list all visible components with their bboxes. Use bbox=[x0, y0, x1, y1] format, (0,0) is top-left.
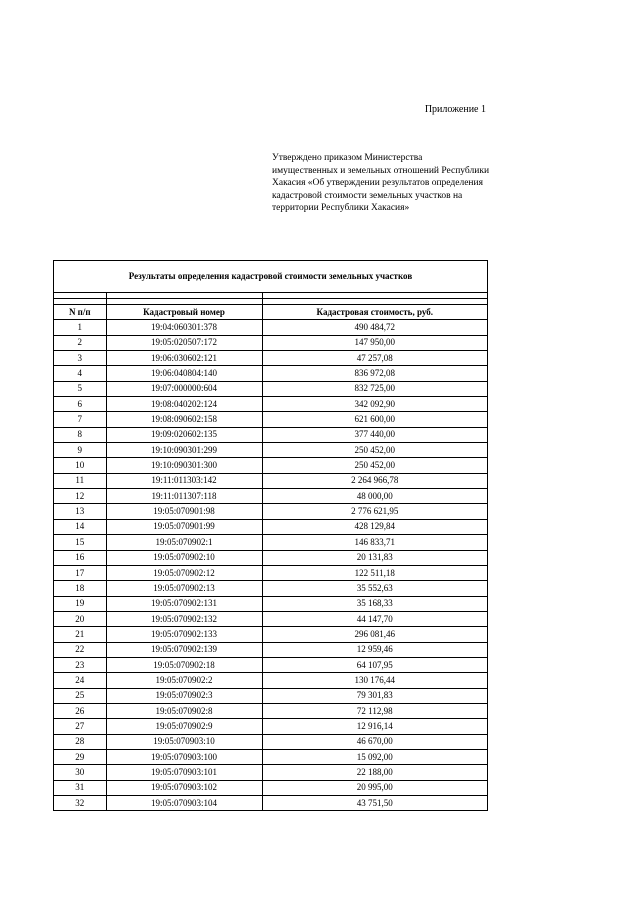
cadastral-value-table-frame bbox=[53, 260, 488, 811]
row-number: 9 bbox=[54, 443, 106, 458]
table-row bbox=[54, 581, 487, 596]
cadastral-number: 19:05:070903:100 bbox=[106, 749, 262, 764]
table-row bbox=[54, 427, 487, 442]
cadastral-value: 12 959,46 bbox=[262, 642, 487, 657]
cadastral-value: 130 176,44 bbox=[262, 673, 487, 688]
cadastral-value: 48 000,00 bbox=[262, 489, 487, 504]
table-row bbox=[54, 796, 487, 811]
cadastral-number: 19:05:070902:8 bbox=[106, 703, 262, 718]
cadastral-value: 428 129,84 bbox=[262, 519, 487, 534]
appendix-label: Приложение 1 bbox=[424, 104, 486, 115]
row-number: 29 bbox=[54, 749, 106, 764]
row-number: 12 bbox=[54, 489, 106, 504]
cadastral-value: 836 972,08 bbox=[262, 366, 487, 381]
column-header-cadastral-value: Кадастровая стоимость, руб. bbox=[262, 305, 487, 320]
cadastral-value: 43 751,50 bbox=[262, 796, 487, 811]
cadastral-value: 2 264 966,78 bbox=[262, 473, 487, 488]
row-number: 10 bbox=[54, 458, 106, 473]
table-row bbox=[54, 519, 487, 534]
row-number: 1 bbox=[54, 320, 106, 335]
table-row bbox=[54, 473, 487, 488]
row-number: 23 bbox=[54, 657, 106, 672]
row-number: 22 bbox=[54, 642, 106, 657]
cadastral-value: 35 552,63 bbox=[262, 581, 487, 596]
row-number: 13 bbox=[54, 504, 106, 519]
cadastral-number: 19:10:090301:300 bbox=[106, 458, 262, 473]
table-row bbox=[54, 780, 487, 795]
row-number: 11 bbox=[54, 473, 106, 488]
cadastral-value: 296 081,46 bbox=[262, 627, 487, 642]
cadastral-value: 12 916,14 bbox=[262, 719, 487, 734]
cadastral-value: 79 301,83 bbox=[262, 688, 487, 703]
approval-note: Утверждено приказом Министерства имущественных и земельных отношений Республики Хакасия «Об утверждении результатов определения кадастровой стоимости земельных участков на территории Республики Хакасия» bbox=[272, 153, 490, 213]
cadastral-number: 19:05:070902:2 bbox=[106, 673, 262, 688]
cadastral-number: 19:09:020602:135 bbox=[106, 427, 262, 442]
cadastral-number: 19:04:060301:378 bbox=[106, 320, 262, 335]
table-row bbox=[54, 734, 487, 749]
row-number: 32 bbox=[54, 796, 106, 811]
row-number: 27 bbox=[54, 719, 106, 734]
table-row bbox=[54, 688, 487, 703]
row-number: 20 bbox=[54, 611, 106, 626]
table-row bbox=[54, 627, 487, 642]
row-number: 25 bbox=[54, 688, 106, 703]
row-number: 30 bbox=[54, 765, 106, 780]
cadastral-number: 19:08:040202:124 bbox=[106, 397, 262, 412]
cadastral-value: 72 112,98 bbox=[262, 703, 487, 718]
table-row bbox=[54, 504, 487, 519]
row-number: 3 bbox=[54, 351, 106, 366]
cadastral-value: 490 484,72 bbox=[262, 320, 487, 335]
row-number: 7 bbox=[54, 412, 106, 427]
cadastral-value: 250 452,00 bbox=[262, 443, 487, 458]
row-number: 21 bbox=[54, 627, 106, 642]
cadastral-value: 20 131,83 bbox=[262, 550, 487, 565]
cadastral-number: 19:11:011303:142 bbox=[106, 473, 262, 488]
cadastral-value: 64 107,95 bbox=[262, 657, 487, 672]
cadastral-value: 15 092,00 bbox=[262, 749, 487, 764]
table-title: Результаты определения кадастровой стоимости земельных участков bbox=[54, 261, 487, 293]
cadastral-number: 19:05:070902:9 bbox=[106, 719, 262, 734]
cadastral-value: 122 511,18 bbox=[262, 565, 487, 580]
row-number: 18 bbox=[54, 581, 106, 596]
cadastral-value: 2 776 621,95 bbox=[262, 504, 487, 519]
cadastral-number: 19:05:070902:139 bbox=[106, 642, 262, 657]
table-row bbox=[54, 381, 487, 396]
cadastral-value: 146 833,71 bbox=[262, 535, 487, 550]
table-row bbox=[54, 596, 487, 611]
cadastral-number: 19:05:020507:172 bbox=[106, 335, 262, 350]
row-number: 31 bbox=[54, 780, 106, 795]
cadastral-number: 19:11:011307:118 bbox=[106, 489, 262, 504]
cadastral-number: 19:05:070902:133 bbox=[106, 627, 262, 642]
cadastral-value: 20 995,00 bbox=[262, 780, 487, 795]
cadastral-number: 19:05:070903:10 bbox=[106, 734, 262, 749]
cadastral-number: 19:07:000000:604 bbox=[106, 381, 262, 396]
cadastral-number: 19:05:070902:18 bbox=[106, 657, 262, 672]
cadastral-number: 19:05:070902:131 bbox=[106, 596, 262, 611]
cadastral-value: 342 092,90 bbox=[262, 397, 487, 412]
table-row bbox=[54, 335, 487, 350]
table-row bbox=[54, 611, 487, 626]
cadastral-value: 47 257,08 bbox=[262, 351, 487, 366]
table-row bbox=[54, 366, 487, 381]
column-header-cadastral-number: Кадастровый номер bbox=[106, 305, 262, 320]
cadastral-number: 19:05:070902:3 bbox=[106, 688, 262, 703]
cadastral-number: 19:05:070903:102 bbox=[106, 780, 262, 795]
cadastral-number: 19:05:070902:10 bbox=[106, 550, 262, 565]
row-number: 15 bbox=[54, 535, 106, 550]
cadastral-value: 22 188,00 bbox=[262, 765, 487, 780]
cadastral-number: 19:05:070901:99 bbox=[106, 519, 262, 534]
row-number: 14 bbox=[54, 519, 106, 534]
table-row bbox=[54, 550, 487, 565]
row-number: 4 bbox=[54, 366, 106, 381]
row-number: 28 bbox=[54, 734, 106, 749]
row-number: 8 bbox=[54, 427, 106, 442]
row-number: 6 bbox=[54, 397, 106, 412]
row-number: 16 bbox=[54, 550, 106, 565]
column-header-number: N п/п bbox=[54, 305, 106, 320]
table-row bbox=[54, 642, 487, 657]
header-row bbox=[54, 305, 487, 320]
cadastral-number: 19:06:040804:140 bbox=[106, 366, 262, 381]
cadastral-number: 19:08:090602:158 bbox=[106, 412, 262, 427]
cadastral-number: 19:10:090301:299 bbox=[106, 443, 262, 458]
table-row bbox=[54, 412, 487, 427]
table-row bbox=[54, 489, 487, 504]
cadastral-value: 35 168,33 bbox=[262, 596, 487, 611]
table-row bbox=[54, 458, 487, 473]
cadastral-number: 19:05:070901:98 bbox=[106, 504, 262, 519]
table-row bbox=[54, 443, 487, 458]
cadastral-number: 19:05:070903:104 bbox=[106, 796, 262, 811]
cadastral-number: 19:05:070903:101 bbox=[106, 765, 262, 780]
table-row bbox=[54, 320, 487, 335]
row-number: 19 bbox=[54, 596, 106, 611]
row-number: 26 bbox=[54, 703, 106, 718]
table-row bbox=[54, 673, 487, 688]
cadastral-value: 250 452,00 bbox=[262, 458, 487, 473]
table-row bbox=[54, 565, 487, 580]
table-row bbox=[54, 703, 487, 718]
cadastral-value: 46 670,00 bbox=[262, 734, 487, 749]
cadastral-number: 19:05:070902:12 bbox=[106, 565, 262, 580]
table-row bbox=[54, 719, 487, 734]
table-row bbox=[54, 535, 487, 550]
row-number: 5 bbox=[54, 381, 106, 396]
row-number: 2 bbox=[54, 335, 106, 350]
cadastral-value: 147 950,00 bbox=[262, 335, 487, 350]
row-number: 17 bbox=[54, 565, 106, 580]
table-row bbox=[54, 397, 487, 412]
cadastral-number: 19:05:070902:1 bbox=[106, 535, 262, 550]
cadastral-number: 19:05:070902:13 bbox=[106, 581, 262, 596]
cadastral-value: 377 440,00 bbox=[262, 427, 487, 442]
cadastral-value: 621 600,00 bbox=[262, 412, 487, 427]
cadastral-value: 832 725,00 bbox=[262, 381, 487, 396]
cadastral-number: 19:06:030602:121 bbox=[106, 351, 262, 366]
table-row bbox=[54, 351, 487, 366]
cadastral-value: 44 147,70 bbox=[262, 611, 487, 626]
row-number: 24 bbox=[54, 673, 106, 688]
table-row bbox=[54, 749, 487, 764]
table-row bbox=[54, 657, 487, 672]
table-row bbox=[54, 765, 487, 780]
cadastral-number: 19:05:070902:132 bbox=[106, 611, 262, 626]
cadastral-value-table bbox=[54, 293, 487, 810]
